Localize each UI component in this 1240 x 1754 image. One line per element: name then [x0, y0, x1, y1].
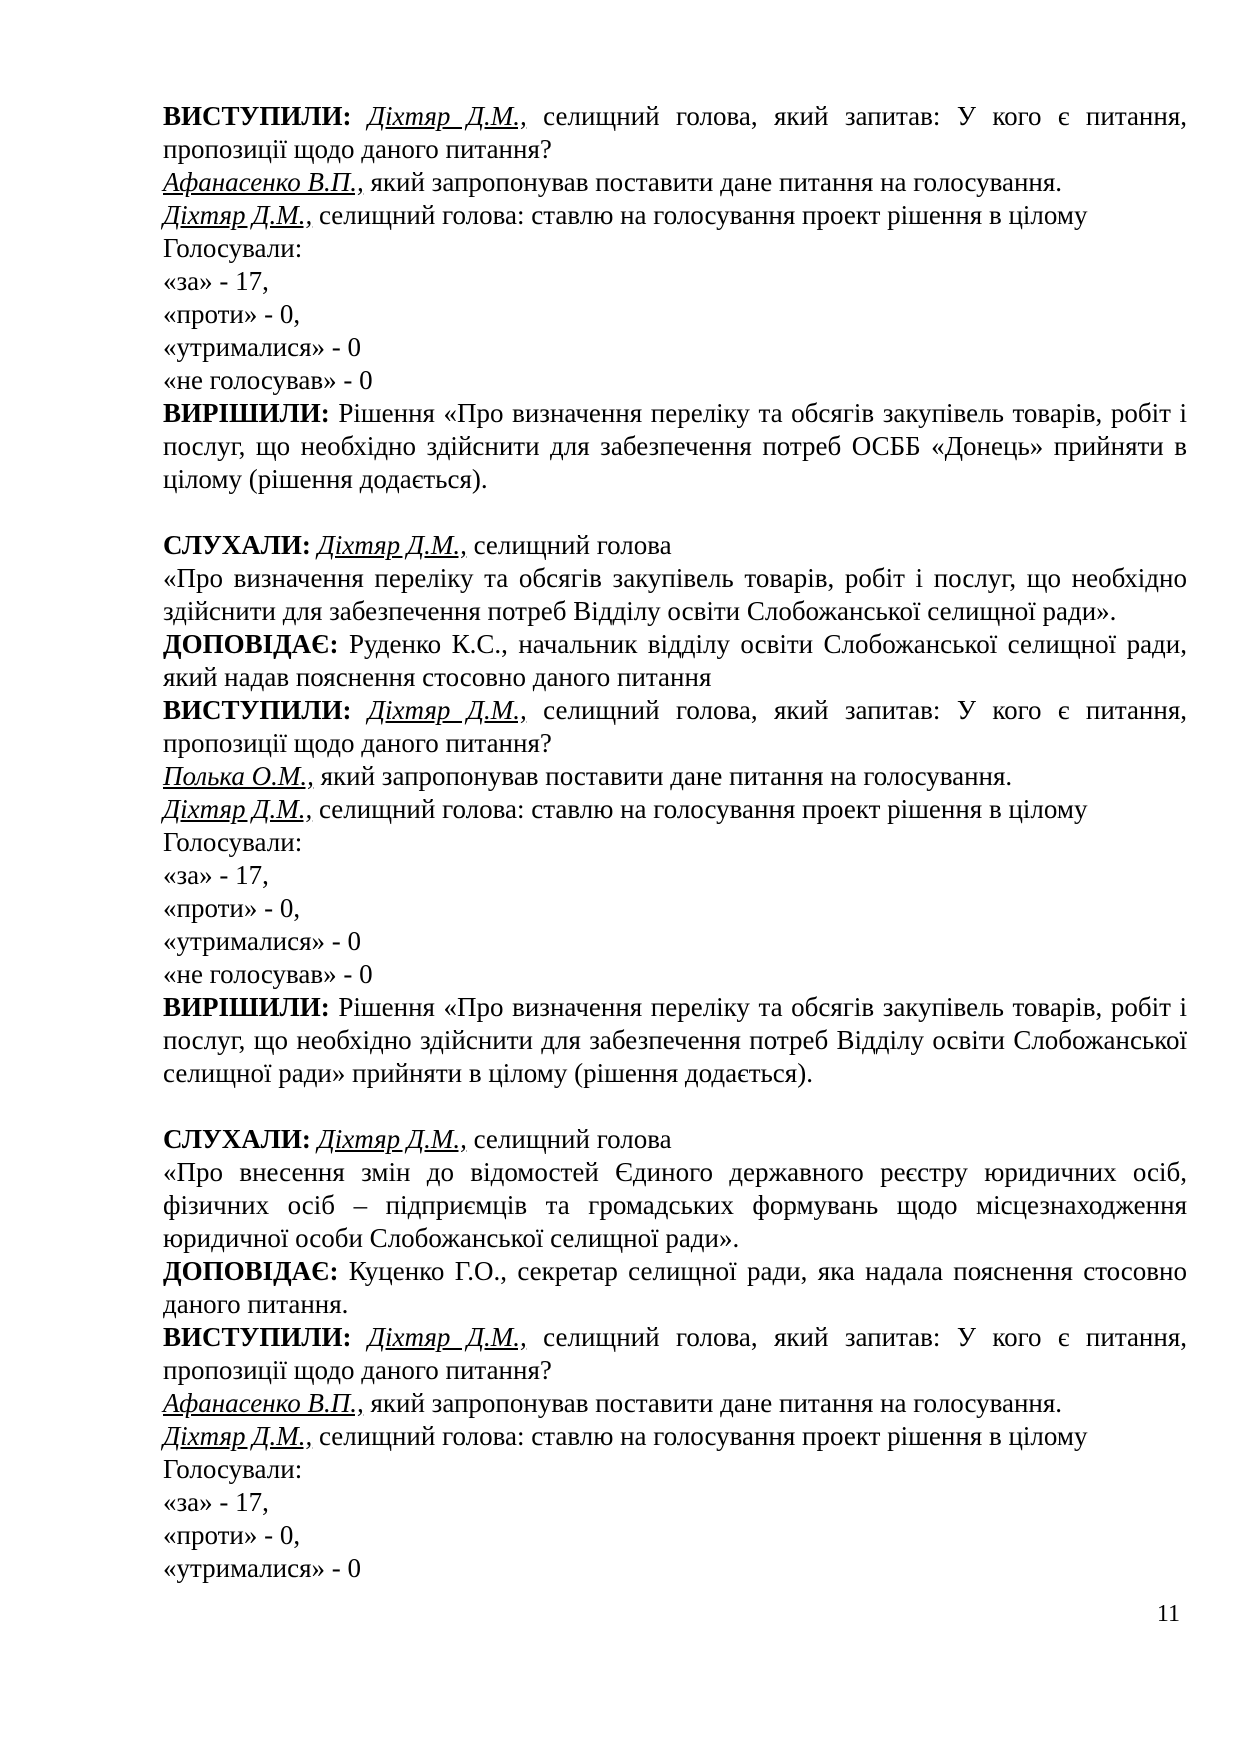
paragraph	[163, 1420, 1187, 1453]
text-run: «за» - 17,	[163, 1487, 269, 1517]
text-run: селищний голова	[466, 530, 672, 560]
text-run: Голосували:	[163, 827, 303, 857]
paragraph	[163, 397, 1187, 496]
person-name: Діхтяр Д.М.,	[367, 101, 527, 131]
agenda-item	[163, 529, 1187, 1090]
text-run: Руденко К.С., начальник відділу освіти Слобожанської селищної ради, який надав пояснення стосовно даного питання	[163, 629, 1187, 692]
paragraph	[163, 529, 1187, 562]
text-run: Голосували:	[163, 233, 303, 263]
text-run: селищний голова, який запитав: У кого є питання, пропозиції щодо даного питання?	[163, 1322, 1188, 1385]
text-run: «утрималися» - 0	[163, 332, 362, 362]
paragraph	[163, 364, 1187, 397]
text-run: «утрималися» - 0	[163, 1553, 362, 1583]
paragraph	[163, 331, 1187, 364]
text-run: «проти» - 0,	[163, 1520, 301, 1550]
text-run: селищний голова, який запитав: У кого є питання, пропозиції щодо даного питання?	[163, 101, 1188, 164]
paragraph	[163, 1486, 1187, 1519]
section-label: ВИСТУПИЛИ:	[163, 101, 352, 131]
paragraph	[163, 199, 1187, 232]
section-label: ВИРІШИЛИ:	[163, 992, 330, 1022]
text-run: Куценко Г.О., секретар селищної ради, яка надала пояснення стосовно даного питання.	[163, 1256, 1187, 1319]
text-run	[311, 1124, 318, 1154]
text-run: «проти» - 0,	[163, 893, 301, 923]
paragraph	[163, 694, 1187, 760]
paragraph	[163, 232, 1187, 265]
text-run: Голосували:	[163, 1454, 303, 1484]
paragraph	[163, 1321, 1187, 1387]
section-label: СЛУХАЛИ:	[163, 1124, 311, 1154]
paragraph	[163, 1156, 1187, 1255]
person-name: Діхтяр Д.М.,	[317, 530, 467, 560]
paragraph	[163, 1453, 1187, 1486]
paragraph	[163, 1123, 1187, 1156]
paragraph	[163, 100, 1187, 166]
text-run: «Про визначення переліку та обсягів закупівель товарів, робіт і послуг, що необхідно здійснити для забезпечення потреб Відділу освіти Слобожанської селищної ради».	[163, 563, 1187, 626]
text-run	[351, 1322, 367, 1352]
section-label: ВИСТУПИЛИ:	[163, 695, 352, 725]
paragraph	[163, 925, 1187, 958]
section-label: СЛУХАЛИ:	[163, 530, 311, 560]
text-run: селищний голова: ставлю на голосування проект рішення в цілому	[312, 794, 1088, 824]
section-label: ДОПОВІДАЄ:	[163, 629, 339, 659]
paragraph	[163, 166, 1187, 199]
paragraph	[163, 562, 1187, 628]
agenda-item	[163, 100, 1187, 496]
paragraph	[163, 1519, 1187, 1552]
text-run: «утрималися» - 0	[163, 926, 362, 956]
paragraph	[163, 1255, 1187, 1321]
person-name: Діхтяр Д.М.,	[163, 200, 313, 230]
paragraph	[163, 892, 1187, 925]
text-run: селищний голова, який запитав: У кого є питання, пропозиції щодо даного питання?	[163, 695, 1188, 758]
paragraph	[163, 826, 1187, 859]
paragraph	[163, 859, 1187, 892]
text-run: Рішення «Про визначення переліку та обсягів закупівель товарів, робіт і послуг, що необхідно здійснити для забезпечення потреб Відділу освіти Слобожанської селищної ради» прийняти в цілому (рішення додається).	[163, 992, 1187, 1088]
section-label: ВИСТУПИЛИ:	[163, 1322, 352, 1352]
text-run: селищний голова: ставлю на голосування проект рішення в цілому	[312, 200, 1088, 230]
page-number: 11	[1156, 1601, 1180, 1627]
text-run: «за» - 17,	[163, 266, 269, 296]
text-run: «за» - 17,	[163, 860, 269, 890]
person-name: Діхтяр Д.М.,	[163, 1421, 313, 1451]
paragraph	[163, 1387, 1187, 1420]
person-name: Афанасенко В.П.,	[163, 167, 364, 197]
text-run: «не голосував» - 0	[163, 365, 373, 395]
text-run: «Про внесення змін до відомостей Єдиного державного реєстру юридичних осіб, фізичних осіб – підприємців та громадських формувань щодо місцезнаходження юридичної особи Слобожанської селищної ради».	[163, 1157, 1187, 1253]
text-run: селищний голова	[466, 1124, 672, 1154]
text-run: який запропонував поставити дане питання на голосування.	[363, 167, 1063, 197]
person-name: Діхтяр Д.М.,	[367, 695, 527, 725]
text-run	[351, 101, 367, 131]
paragraph	[163, 1552, 1187, 1585]
text-run: який запропонував поставити дане питання на голосування.	[313, 761, 1013, 791]
document-body	[163, 100, 1187, 1585]
text-run: селищний голова: ставлю на голосування проект рішення в цілому	[312, 1421, 1088, 1451]
person-name: Діхтяр Д.М.,	[367, 1322, 527, 1352]
text-run	[351, 695, 367, 725]
agenda-item	[163, 1123, 1187, 1585]
paragraph	[163, 298, 1187, 331]
text-run: Рішення «Про визначення переліку та обсягів закупівель товарів, робіт і послуг, що необхідно здійснити для забезпечення потреб ОСББ «Донець» прийняти в цілому (рішення додається).	[163, 398, 1187, 494]
section-label: ВИРІШИЛИ:	[163, 398, 330, 428]
paragraph	[163, 265, 1187, 298]
paragraph	[163, 991, 1187, 1090]
text-run: який запропонував поставити дане питання на голосування.	[363, 1388, 1063, 1418]
paragraph	[163, 793, 1187, 826]
paragraph	[163, 760, 1187, 793]
text-run	[311, 530, 318, 560]
text-run: «не голосував» - 0	[163, 959, 373, 989]
paragraph	[163, 958, 1187, 991]
section-label: ДОПОВІДАЄ:	[163, 1256, 339, 1286]
paragraph	[163, 628, 1187, 694]
person-name: Діхтяр Д.М.,	[163, 794, 313, 824]
text-run: «проти» - 0,	[163, 299, 301, 329]
person-name: Полька О.М.,	[163, 761, 314, 791]
person-name: Афанасенко В.П.,	[163, 1388, 364, 1418]
person-name: Діхтяр Д.М.,	[317, 1124, 467, 1154]
